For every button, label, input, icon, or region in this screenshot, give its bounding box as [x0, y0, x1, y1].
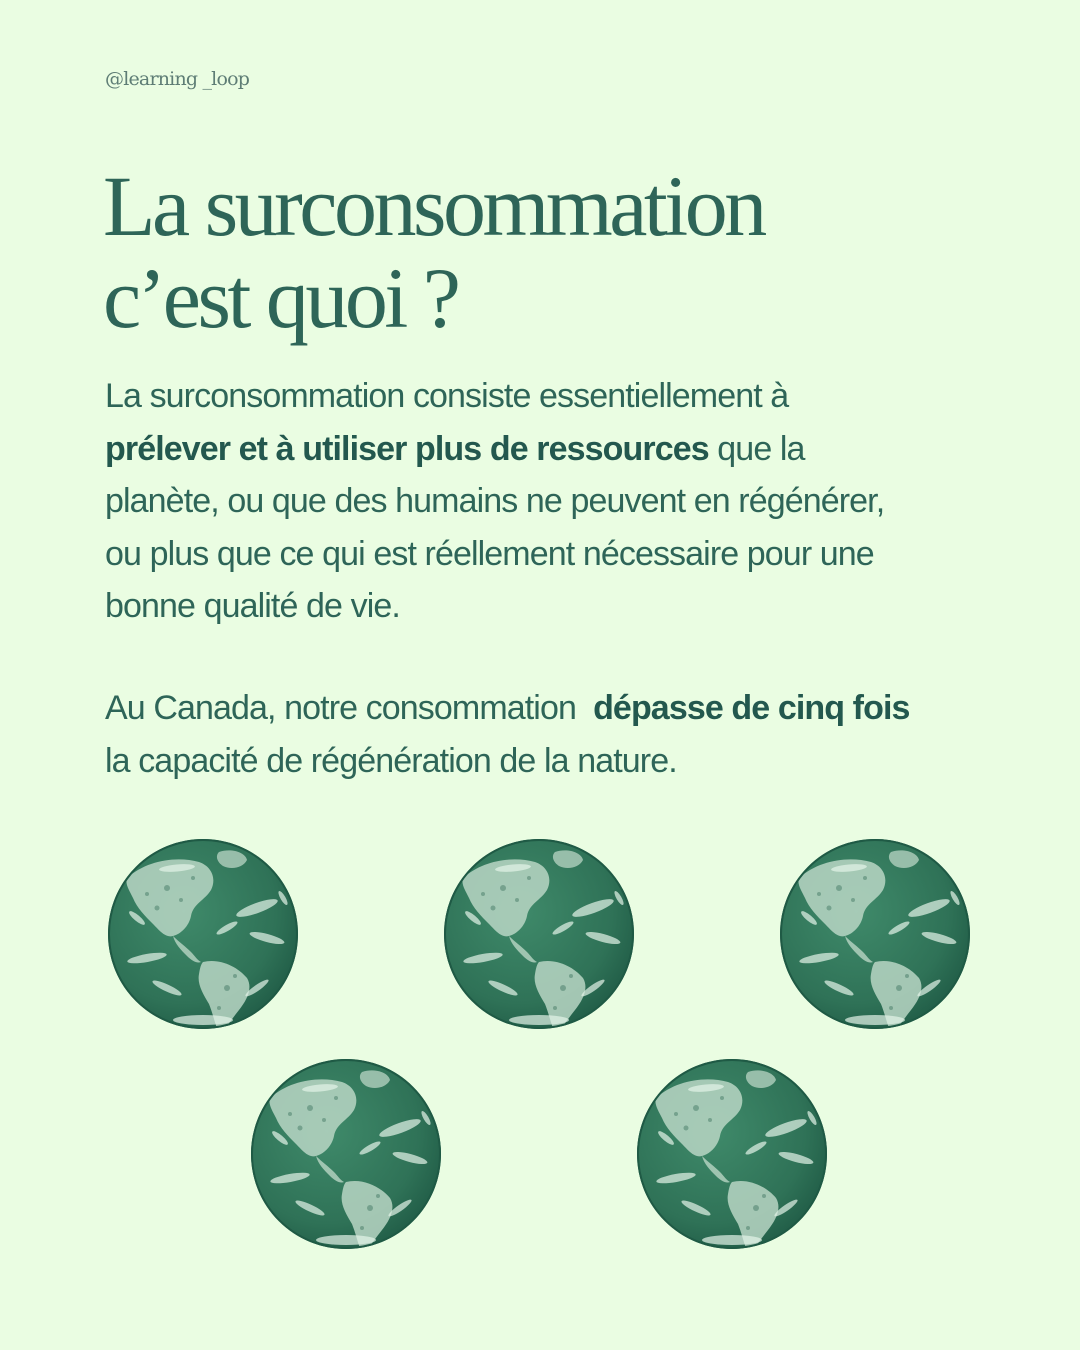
- definition-line-1: La surconsommation consiste essentiellement à: [105, 377, 789, 415]
- definition-line-2: [105, 423, 884, 476]
- earth-globe-icon: [443, 838, 635, 1030]
- earth-globe-icon: [250, 1058, 442, 1250]
- title-line-1: La surconsommation: [103, 158, 764, 254]
- earth-globe-icon: [107, 838, 299, 1030]
- definition-line-2-rest: que la: [708, 429, 805, 468]
- canada-highlight: dépasse de cinq fois: [593, 689, 910, 727]
- definition-line-4: ou plus que ce qui est réellement nécessaire pour une: [105, 534, 874, 573]
- definition-line-3: planète, ou que des humains ne peuvent en régénérer,: [105, 482, 885, 520]
- canada-line-1-start: Au Canada, notre consommation: [105, 689, 594, 727]
- definition-line-5: bonne qualité de vie.: [105, 587, 400, 625]
- canada-paragraph: [105, 682, 910, 787]
- page-title: [103, 160, 764, 344]
- definition-highlight: prélever et à utiliser plus de ressources: [105, 429, 709, 468]
- earth-globe-icon: [636, 1058, 828, 1250]
- earth-globe-icon: [779, 838, 971, 1030]
- canada-line-2: la capacité de régénération de la nature.: [105, 741, 677, 780]
- account-handle: @learning _loop: [105, 68, 250, 90]
- canada-line-1: [105, 682, 910, 735]
- definition-paragraph: [105, 370, 884, 633]
- title-line-2: c’est quoi ?: [103, 250, 458, 346]
